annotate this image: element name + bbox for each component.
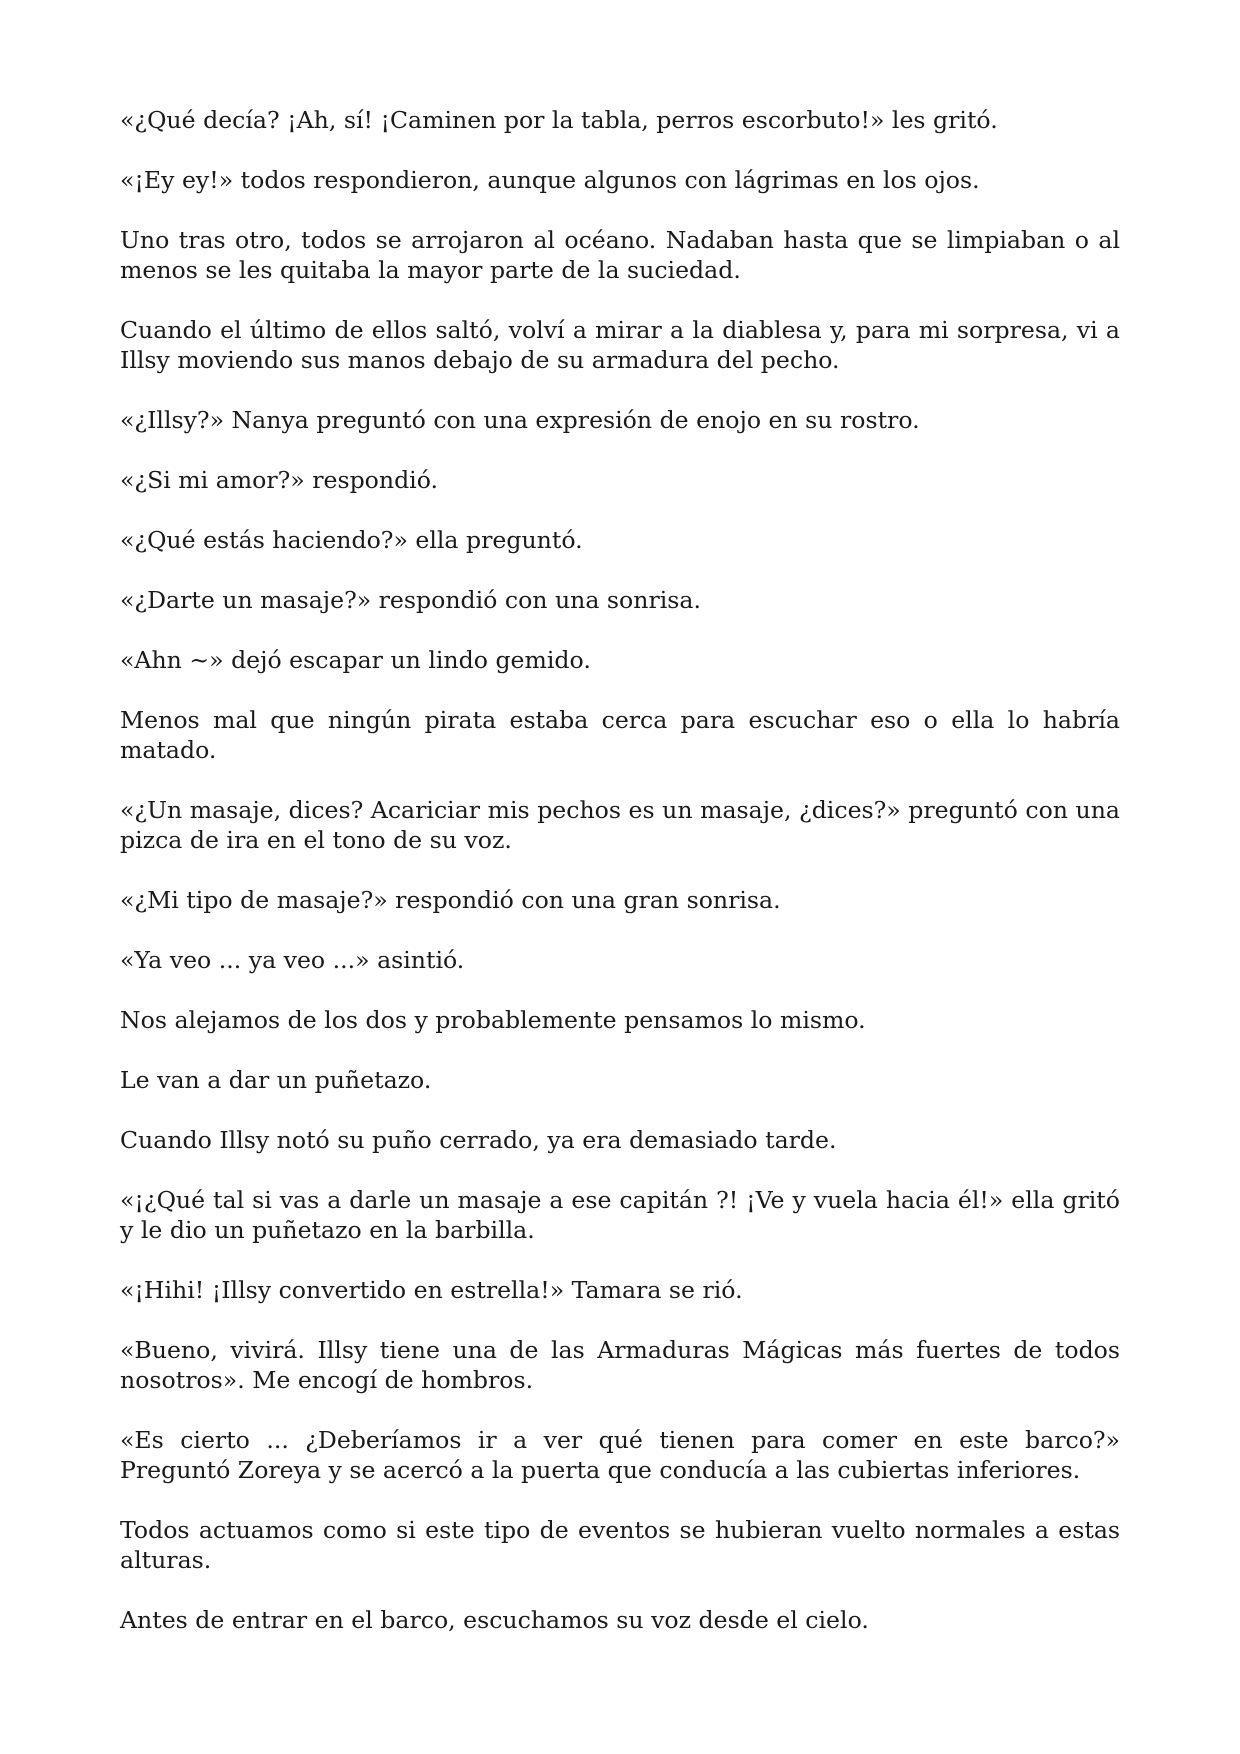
paragraph-4: Cuando el último de ellos saltó, volví a mirar a la diablesa y, para mi sorpresa, vi a Illsy moviendo sus manos debajo de su armadura del pecho. [120,316,1120,374]
paragraph-19: «Bueno, vivirá. Illsy tiene una de las Armaduras Mágicas más fuertes de todos nosotros». Me encogí de hombros. [120,1336,1120,1394]
paragraph-1: «¿Qué decía? ¡Ah, sí! ¡Caminen por la tabla, perros escorbuto!» les gritó. [120,106,998,134]
paragraph-16: Cuando Illsy notó su puño cerrado, ya era demasiado tarde. [120,1126,837,1154]
paragraph-18: «¡Hihi! ¡Illsy convertido en estrella!» Tamara se rió. [120,1276,743,1304]
document-body [120,105,1120,1635]
paragraph-17: «¡¿Qué tal si vas a darle un masaje a ese capitán ?! ¡Ve y vuela hacia él!» ella gritó y le dio un puñetazo en la barbilla. [120,1186,1120,1244]
paragraph-9: «Ahn ~» dejó escapar un lindo gemido. [120,646,591,674]
paragraph-6: «¿Si mi amor?» respondió. [120,466,439,494]
paragraph-5: «¿Illsy?» Nanya preguntó con una expresión de enojo en su rostro. [120,406,920,434]
paragraph-11: «¿Un masaje, dices? Acariciar mis pechos es un masaje, ¿dices?» preguntó con una pizca de ira en el tono de su voz. [120,796,1120,854]
paragraph-8: «¿Darte un masaje?» respondió con una sonrisa. [120,586,701,614]
paragraph-15: Le van a dar un puñetazo. [120,1066,432,1094]
paragraph-14: Nos alejamos de los dos y probablemente pensamos lo mismo. [120,1006,866,1034]
paragraph-20: «Es cierto ... ¿Deberíamos ir a ver qué tienen para comer en este barco?» Preguntó Zoreya y se acercó a la puerta que conducía a las cubiertas inferiores. [120,1426,1120,1484]
paragraph-12: «¿Mi tipo de masaje?» respondió con una gran sonrisa. [120,886,781,914]
paragraph-10: Menos mal que ningún pirata estaba cerca para escuchar eso o ella lo habría matado. [120,706,1120,764]
paragraph-7: «¿Qué estás haciendo?» ella preguntó. [120,526,583,554]
paragraph-21: Todos actuamos como si este tipo de eventos se hubieran vuelto normales a estas alturas. [120,1516,1120,1574]
paragraph-2: «¡Ey ey!» todos respondieron, aunque algunos con lágrimas en los ojos. [120,166,980,194]
paragraph-3: Uno tras otro, todos se arrojaron al océano. Nadaban hasta que se limpiaban o al menos se les quitaba la mayor parte de la suciedad. [120,226,1120,284]
paragraph-22: Antes de entrar en el barco, escuchamos su voz desde el cielo. [120,1606,869,1634]
paragraph-13: «Ya veo ... ya veo ...» asintió. [120,946,465,974]
